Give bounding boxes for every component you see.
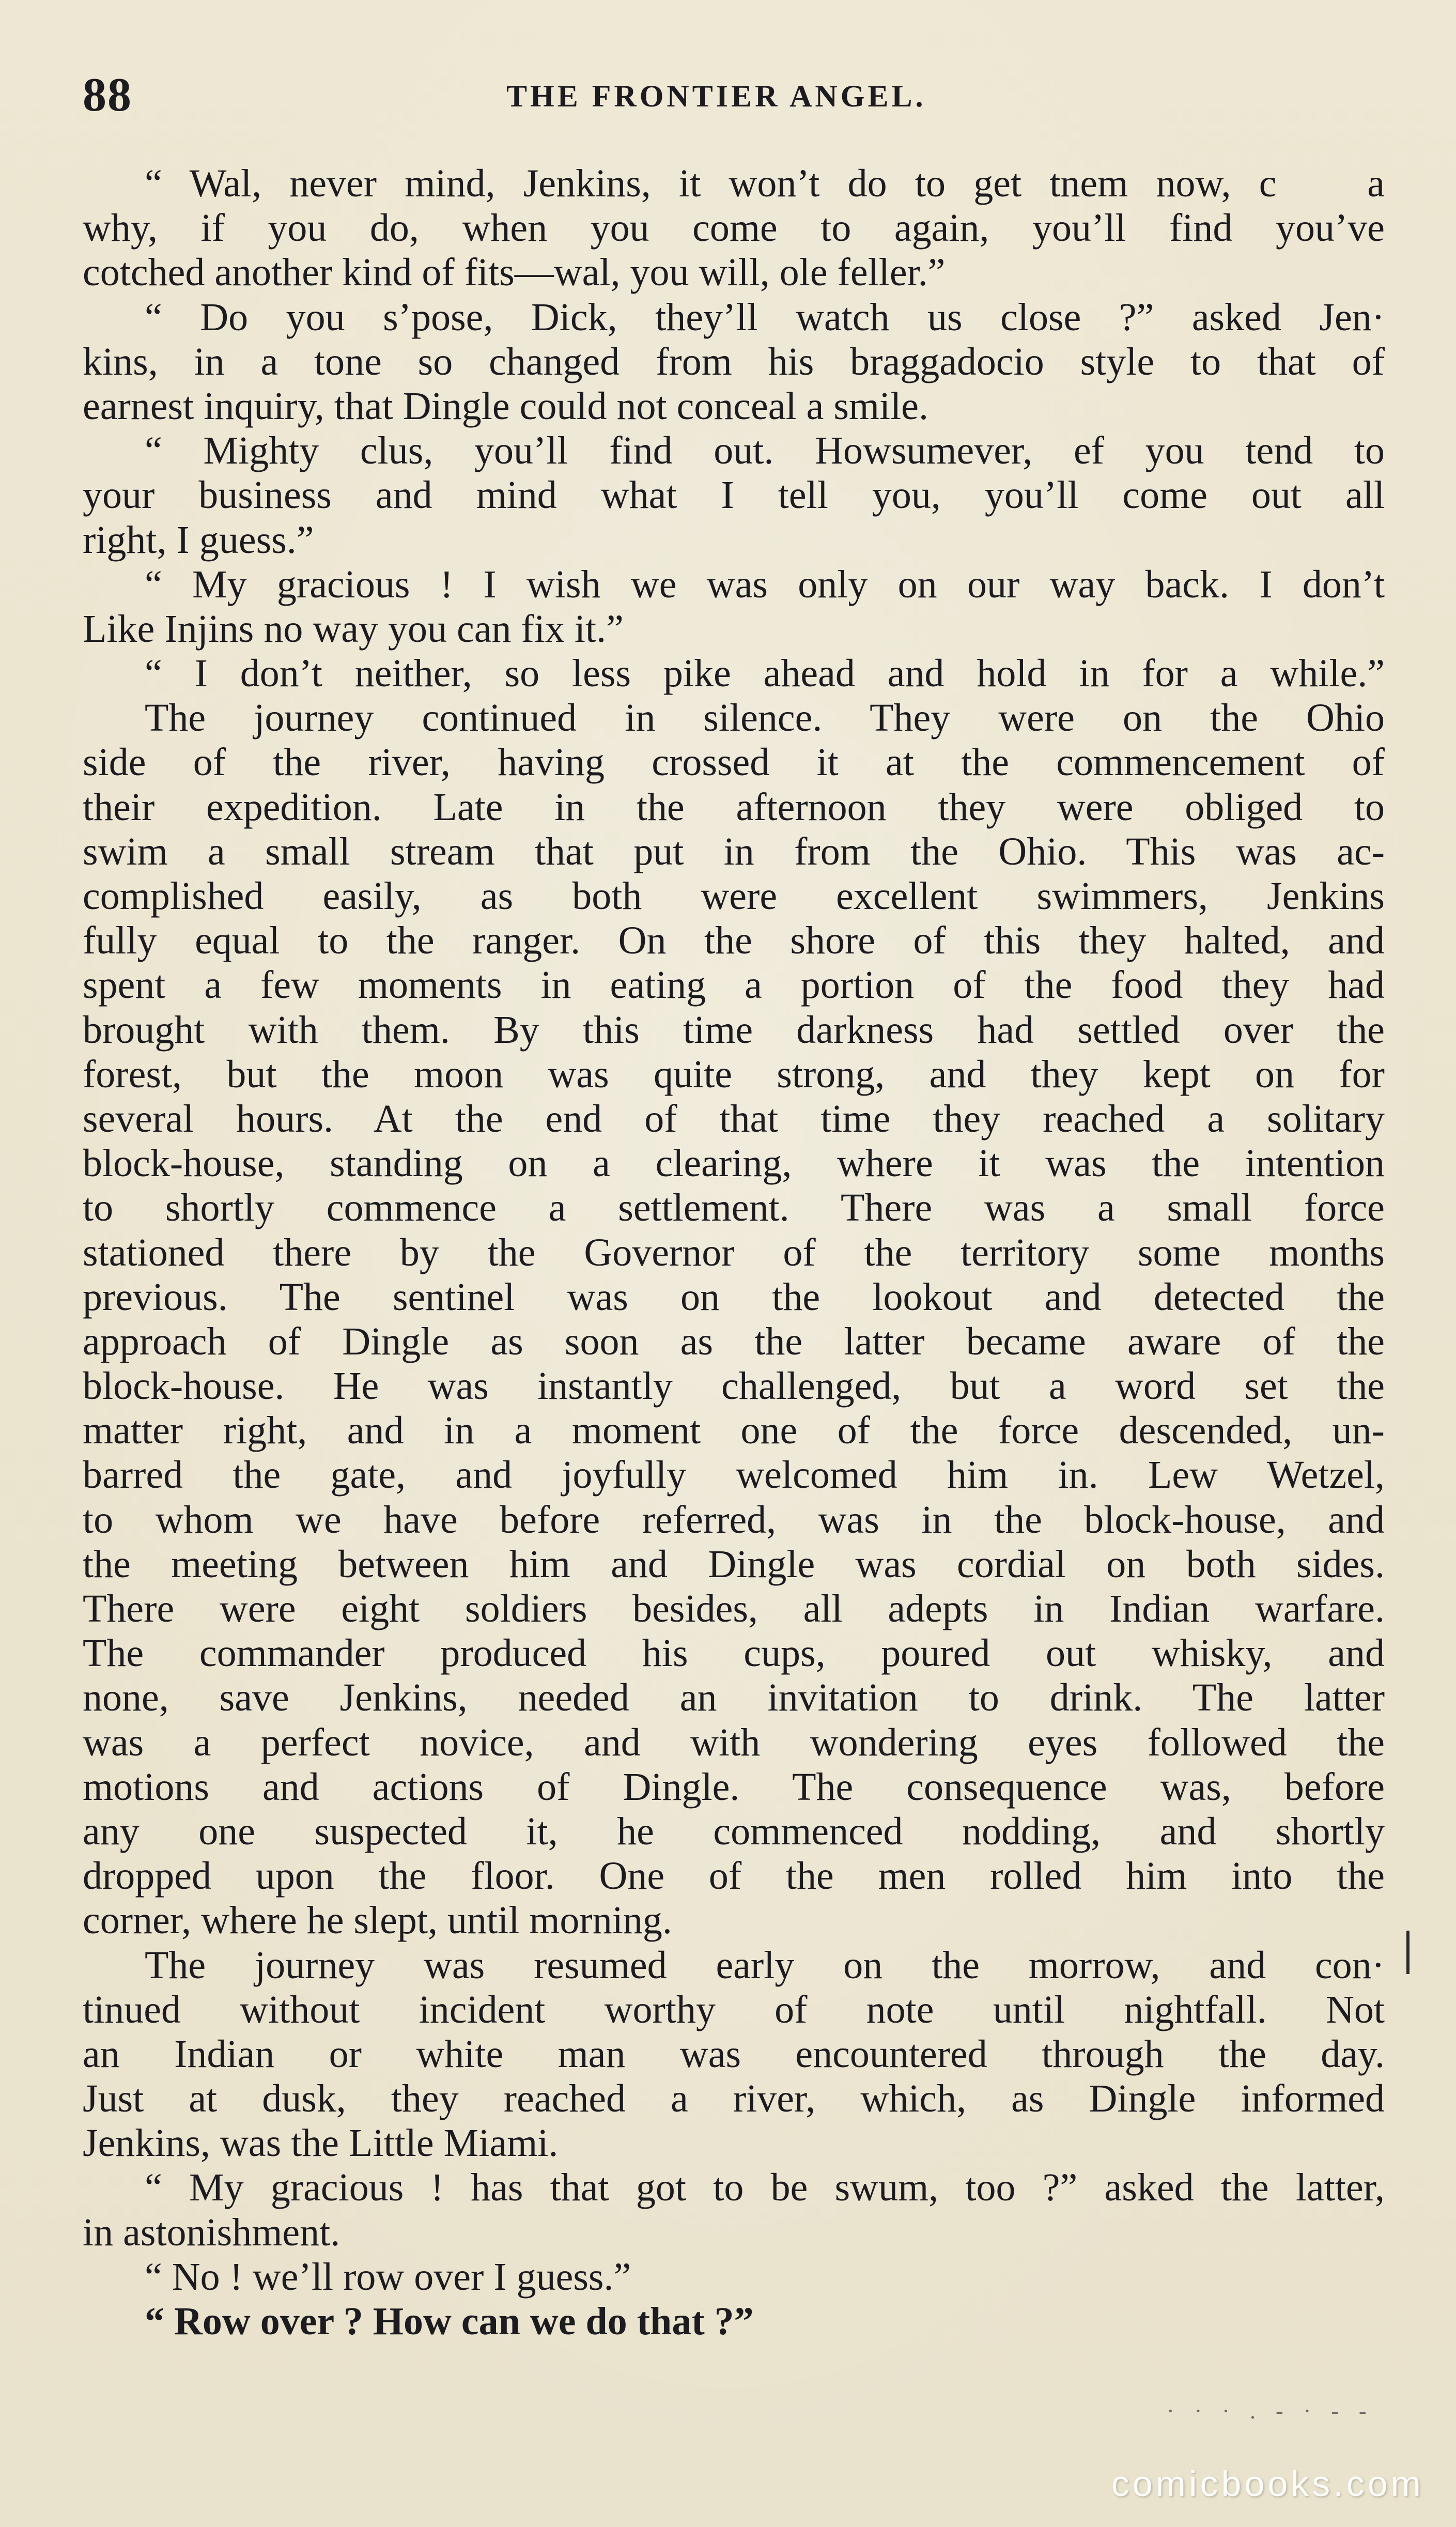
text-line: in astonishment. xyxy=(83,2210,340,2254)
text-line: cotched another kind of fits—wal, you will, ole feller.” xyxy=(83,251,946,295)
text-line: “ Wal, never mind, Jenkins, it won’t do to get tnem now, c a xyxy=(145,162,1385,205)
text-line: “ No ! we’ll row over I guess.” xyxy=(145,2255,631,2299)
text-line: “ Mighty clus, you’ll find out. Howsumever, ef you tend to xyxy=(145,429,1385,473)
text-line: earnest inquiry, that Dingle could not conceal a smile. xyxy=(83,384,929,428)
text-line: motions and actions of Dingle. The consequence was, before xyxy=(83,1765,1385,1809)
text-line: “ Row over ? How can we do that ?” xyxy=(145,2300,754,2343)
text-line: dropped upon the floor. One of the men rolled him into the xyxy=(83,1854,1385,1898)
text-line: block-house. He was instantly challenged, but a word set the xyxy=(83,1364,1385,1408)
text-line: your business and mind what I tell you, you’ll come out all xyxy=(83,473,1385,517)
text-line: brought with them. By this time darkness had settled over the xyxy=(83,1008,1385,1052)
text-line: tinued without incident worthy of note until nightfall. Not xyxy=(83,1987,1385,2031)
text-line: Like Injins no way you can fix it.” xyxy=(83,607,624,651)
text-line: The journey continued in silence. They were on the Ohio xyxy=(145,696,1385,740)
text-line: There were eight soldiers besides, all adepts in Indian warfare. xyxy=(83,1587,1385,1630)
text-line: why, if you do, when you come to again, you’ll find you’ve xyxy=(83,206,1385,250)
text-line: kins, in a tone so changed from his braggadocio style to that of xyxy=(83,340,1385,383)
text-line: forest, but the moon was quite strong, and they kept on for xyxy=(83,1052,1385,1096)
text-line: none, save Jenkins, needed an invitation to drink. The latter xyxy=(83,1676,1385,1720)
text-line: previous. The sentinel was on the lookout and detected the xyxy=(83,1275,1385,1319)
text-line: matter right, and in a moment one of the force descended, un- xyxy=(83,1409,1385,1453)
text-line: spent a few moments in eating a portion of the food they had xyxy=(83,963,1385,1007)
text-line: barred the gate, and joyfully welcomed him in. Lew Wetzel, xyxy=(83,1453,1385,1497)
text-line: “ Do you s’pose, Dick, they’ll watch us close ?” asked Jen· xyxy=(145,295,1385,339)
page-number: 88 xyxy=(83,68,132,121)
running-head xyxy=(83,67,1378,124)
text-line: “ My gracious ! I wish we was only on our way back. I don’t xyxy=(145,562,1385,606)
text-line: the meeting between him and Dingle was cordial on both sides. xyxy=(83,1542,1385,1586)
text-line: block-house, standing on a clearing, where it was the intention xyxy=(83,1142,1385,1185)
footer-dots: · · · . - · - - xyxy=(1167,2398,1374,2424)
text-line: The commander produced his cups, poured out whisky, and xyxy=(83,1631,1385,1675)
book-title: THE FRONTIER ANGEL. xyxy=(506,79,926,113)
text-line: The journey was resumed early on the morrow, and con· xyxy=(145,1943,1385,1987)
text-line: Just at dusk, they reached a river, which, as Dingle informed xyxy=(83,2077,1385,2121)
text-line: side of the river, having crossed it at the commencement of xyxy=(83,741,1385,784)
text-line: corner, where he slept, until morning. xyxy=(83,1899,672,1943)
margin-mark xyxy=(1406,1931,1409,1974)
text-line: “ I don’t neither, so less pike ahead and hold in for a while.” xyxy=(145,652,1385,696)
text-line: Jenkins, was the Little Miami. xyxy=(83,2121,559,2165)
text-line: an Indian or white man was encountered through the day. xyxy=(83,2032,1385,2076)
text-line: any one suspected it, he commenced nodding, and shortly xyxy=(83,1809,1385,1853)
text-line: complished easily, as both were excellent swimmers, Jenkins xyxy=(83,874,1385,918)
text-line: right, I guess.” xyxy=(83,518,314,562)
text-line: to shortly commence a settlement. There was a small force xyxy=(83,1186,1385,1230)
text-line: stationed there by the Governor of the territory some months xyxy=(83,1230,1385,1274)
text-line: approach of Dingle as soon as the latter became aware of the xyxy=(83,1319,1385,1363)
watermark: comicbooks.com xyxy=(1111,2463,1424,2504)
text-line: fully equal to the ranger. On the shore of this they halted, and xyxy=(83,919,1385,963)
text-line: “ My gracious ! has that got to be swum, too ?” asked the latter, xyxy=(145,2166,1385,2210)
text-line: was a perfect novice, and with wondering eyes followed the xyxy=(83,1720,1385,1764)
text-line: swim a small stream that put in from the Ohio. This was ac- xyxy=(83,829,1385,873)
body-text xyxy=(83,161,1385,2344)
text-line: to whom we have before referred, was in the block-house, and xyxy=(83,1498,1385,1542)
text-line: their expedition. Late in the afternoon they were obliged to xyxy=(83,785,1385,829)
text-line: several hours. At the end of that time they reached a solitary xyxy=(83,1097,1385,1141)
